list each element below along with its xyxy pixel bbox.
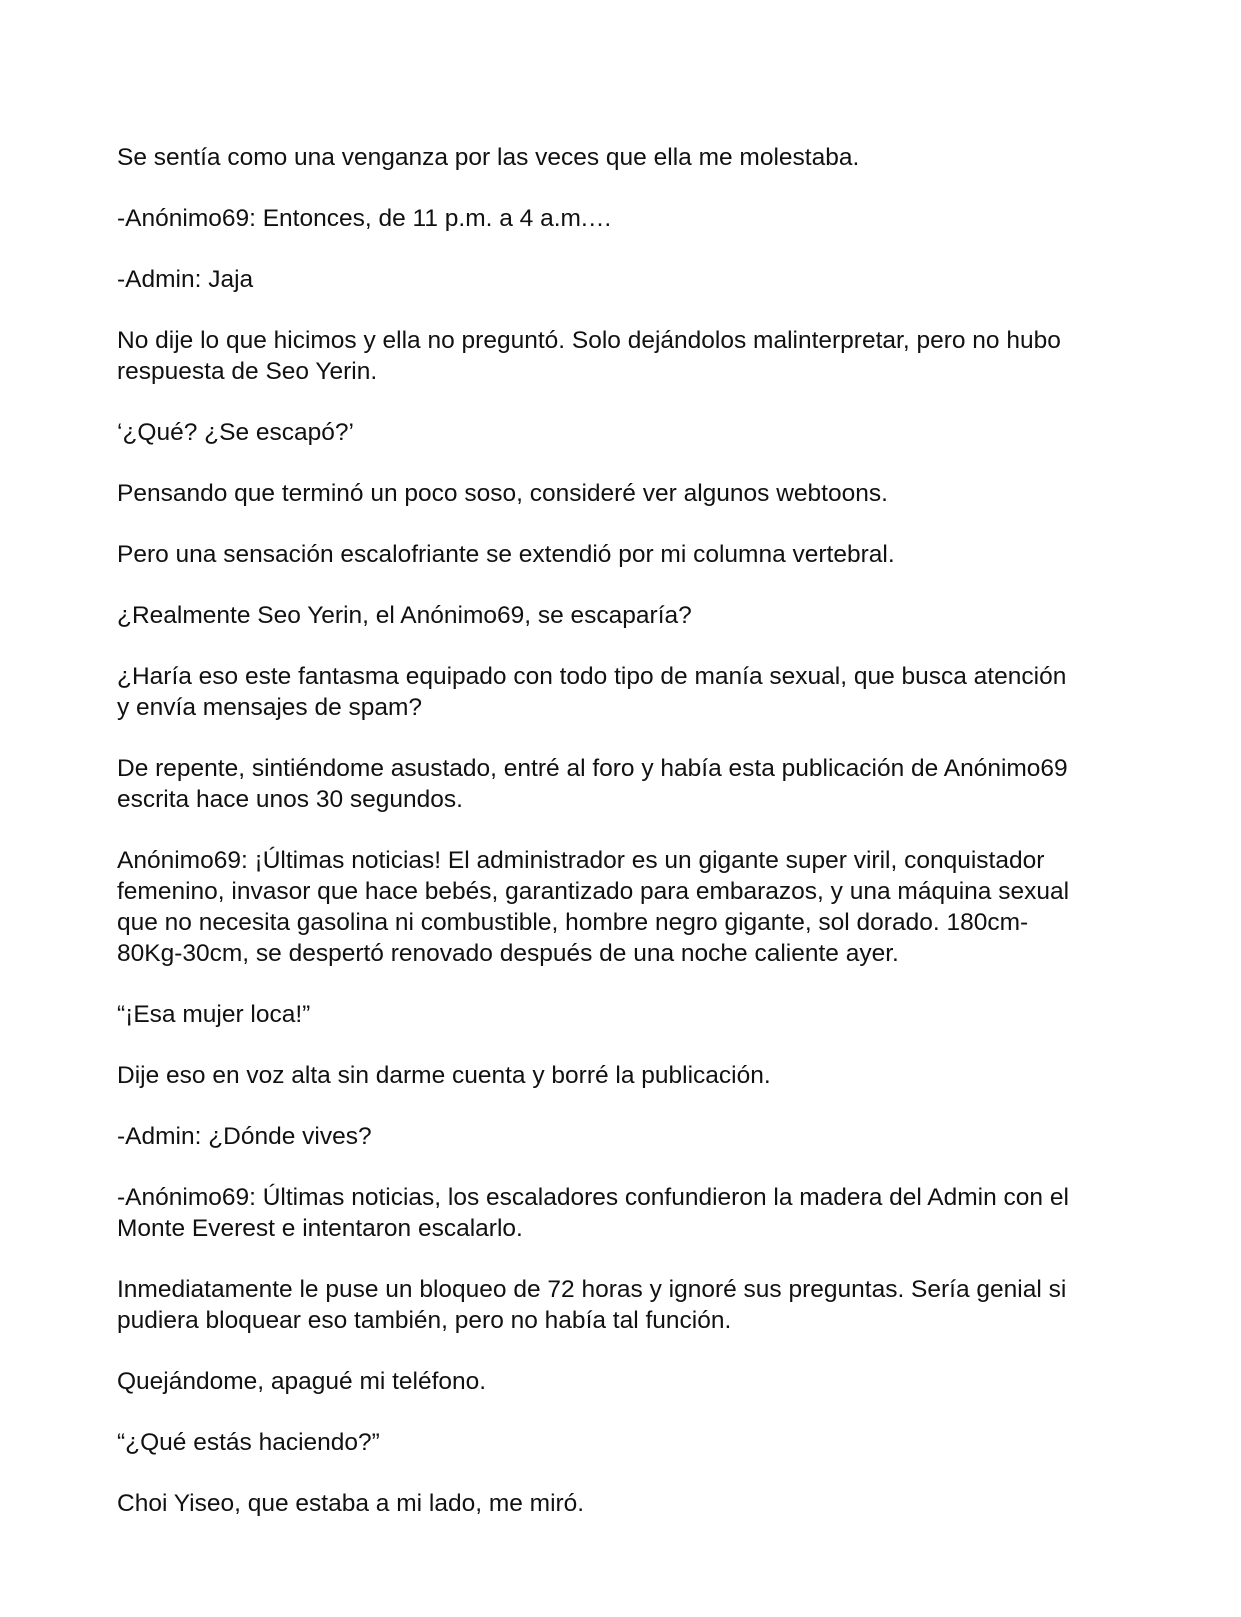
paragraph: De repente, sintiéndome asustado, entré al foro y había esta publicación de Anónimo69 escrita hace unos 30 segundos. [117,755,1068,813]
paragraph: Anónimo69: ¡Últimas noticias! El administrador es un gigante super viril, conquistador femenino, invasor que hace bebés, garantizado para embarazos, y una máquina sexual que no necesita gasolina ni combustible, hombre negro gigante, sol dorado. 180cm-80Kg-30cm, se despertó renovado después de una noche caliente ayer. [117,847,1070,967]
paragraph: Inmediatamente le puse un bloqueo de 72 horas y ignoré sus preguntas. Sería genial si pudiera bloquear eso también, pero no había tal función. [117,1276,1067,1334]
paragraph: No dije lo que hicimos y ella no preguntó. Solo dejándolos malinterpretar, pero no hubo respuesta de Seo Yerin. [117,327,1061,385]
paragraph: “¡Esa mujer loca!” [117,1001,311,1028]
paragraph: Se sentía como una venganza por las veces que ella me molestaba. [117,144,860,171]
paragraph: Quejándome, apagué mi teléfono. [117,1368,487,1395]
text-body [117,142,1077,1549]
paragraph: -Admin: ¿Dónde vives? [117,1123,372,1150]
paragraph: Pero una sensación escalofriante se extendió por mi columna vertebral. [117,541,895,568]
paragraph: Dije eso en voz alta sin darme cuenta y borré la publicación. [117,1062,771,1089]
paragraph: -Anónimo69: Últimas noticias, los escaladores confundieron la madera del Admin con el Monte Everest e intentaron escalarlo. [117,1184,1069,1242]
paragraph: Pensando que terminó un poco soso, consideré ver algunos webtoons. [117,480,888,507]
paragraph: -Admin: Jaja [117,266,254,293]
paragraph: “¿Qué estás haciendo?” [117,1429,380,1456]
paragraph: -Anónimo69: Entonces, de 11 p.m. a 4 a.m.… [117,205,613,232]
paragraph: ‘¿Qué? ¿Se escapó?’ [117,419,354,446]
paragraph: Choi Yiseo, que estaba a mi lado, me miró. [117,1490,585,1517]
paragraph: ¿Haría eso este fantasma equipado con todo tipo de manía sexual, que busca atención y envía mensajes de spam? [117,663,1067,721]
paragraph: ¿Realmente Seo Yerin, el Anónimo69, se escaparía? [117,602,692,629]
